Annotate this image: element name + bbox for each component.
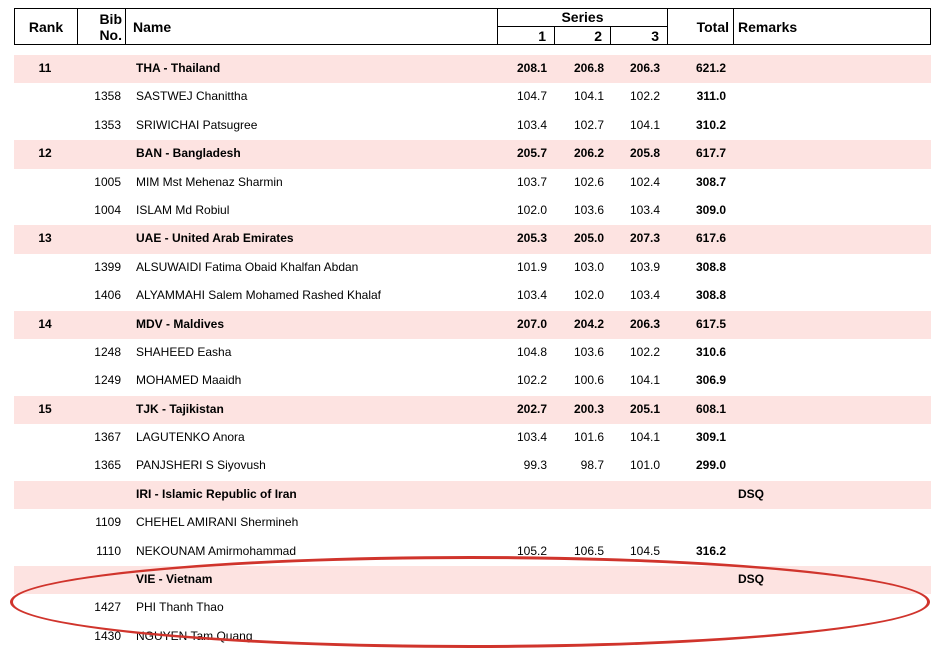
series-1-cell: 102.0 <box>516 202 547 217</box>
total-cell: 309.0 <box>695 202 726 217</box>
name-cell: PANJSHERI S Siyovush <box>136 458 266 473</box>
name-cell: ALSUWAIDI Fatima Obaid Khalfan Abdan <box>136 259 359 274</box>
bib-cell: 1399 <box>94 259 121 274</box>
athlete-row <box>14 367 931 395</box>
series-2-cell: 104.1 <box>573 89 604 104</box>
athlete-row <box>14 538 931 566</box>
series-2-cell: 206.8 <box>573 61 604 75</box>
total-cell: 306.9 <box>695 373 726 388</box>
team-row <box>14 311 931 339</box>
series-3-cell: 103.4 <box>629 202 660 217</box>
series-3-cell: 101.0 <box>629 458 660 473</box>
series-2-cell: 98.7 <box>580 458 604 473</box>
series-1-cell: 202.7 <box>516 401 547 416</box>
table-header <box>14 8 931 45</box>
rank-cell: 11 <box>38 61 52 75</box>
team-row <box>14 396 931 424</box>
total-cell: 617.6 <box>695 231 726 246</box>
name-cell: NEKOUNAM Amirmohammad <box>136 543 297 558</box>
series-2-cell: 103.6 <box>573 344 604 359</box>
series-2-cell: 103.0 <box>573 259 604 274</box>
name-cell: UAE - United Arab Emirates <box>136 231 294 246</box>
athlete-row <box>14 623 931 651</box>
series-2-cell: 205.0 <box>573 231 604 246</box>
series-2-cell: 204.2 <box>573 316 604 331</box>
total-cell: 309.1 <box>695 430 726 445</box>
series-1-cell: 207.0 <box>516 316 547 331</box>
name-cell: ALYAMMAHI Salem Mohamed Rashed Khalaf <box>136 288 381 303</box>
total-cell: 310.6 <box>695 344 726 359</box>
bib-cell: 1365 <box>94 458 121 473</box>
name-cell: SHAHEED Easha <box>136 344 232 359</box>
name-cell: THA - Thailand <box>136 61 221 75</box>
team-row <box>14 481 931 509</box>
series-3-cell: 104.1 <box>629 430 660 445</box>
athlete-row <box>14 282 931 310</box>
name-cell: SASTWEJ Chanittha <box>136 89 248 104</box>
bib-cell: 1249 <box>94 373 121 388</box>
bib-cell: 1367 <box>94 430 121 445</box>
total-cell: 308.8 <box>695 288 726 303</box>
series-1-cell: 103.4 <box>516 117 547 132</box>
series-2-cell: 103.6 <box>573 202 604 217</box>
total-cell: 310.2 <box>695 117 726 132</box>
series-1-cell: 103.4 <box>516 430 547 445</box>
header-remarks: Remarks <box>738 19 798 35</box>
header-series-3: 3 <box>651 28 659 44</box>
series-3-cell: 207.3 <box>629 231 660 246</box>
header-divider <box>733 9 734 45</box>
team-row <box>14 566 931 594</box>
bib-cell: 1406 <box>94 288 121 303</box>
series-2-cell: 102.0 <box>573 288 604 303</box>
series-3-cell: 102.4 <box>629 174 660 189</box>
header-total: Total <box>696 19 729 35</box>
athlete-row <box>14 197 931 225</box>
rank-cell: 14 <box>38 316 52 331</box>
header-divider <box>125 9 126 45</box>
bib-cell: 1248 <box>94 344 121 359</box>
series-3-cell: 102.2 <box>629 344 660 359</box>
series-2-cell: 206.2 <box>573 146 604 161</box>
series-3-cell: 103.4 <box>629 288 660 303</box>
total-cell: 617.7 <box>695 146 726 161</box>
name-cell: LAGUTENKO Anora <box>136 430 245 445</box>
team-row <box>14 140 931 168</box>
series-3-cell: 104.5 <box>629 543 660 558</box>
name-cell: IRI - Islamic Republic of Iran <box>136 486 297 501</box>
series-3-cell: 104.1 <box>629 373 660 388</box>
bib-cell: 1427 <box>94 600 121 615</box>
total-cell: 311.0 <box>696 89 726 104</box>
series-3-cell: 206.3 <box>629 61 660 75</box>
bib-cell: 1110 <box>96 543 121 558</box>
athlete-row <box>14 594 931 622</box>
series-1-cell: 104.8 <box>516 344 547 359</box>
name-cell: PHI Thanh Thao <box>136 600 224 615</box>
series-1-cell: 103.4 <box>516 288 547 303</box>
name-cell: CHEHEL AMIRANI Shermineh <box>136 515 299 530</box>
header-series-2: 2 <box>594 28 602 44</box>
series-3-cell: 205.8 <box>629 146 660 161</box>
header-series-1: 1 <box>538 28 546 44</box>
team-row <box>14 55 931 83</box>
series-1-cell: 205.3 <box>516 231 547 246</box>
series-1-cell: 103.7 <box>516 174 547 189</box>
athlete-row <box>14 83 931 111</box>
bib-cell: 1353 <box>94 117 121 132</box>
athlete-row <box>14 509 931 537</box>
name-cell: MDV - Maldives <box>136 316 225 331</box>
series-1-cell: 105.2 <box>516 543 547 558</box>
bib-cell: 1358 <box>94 89 121 104</box>
header-rank: Rank <box>28 19 64 35</box>
rank-cell: 13 <box>38 231 52 246</box>
series-3-cell: 104.1 <box>629 117 660 132</box>
bib-cell: 1004 <box>94 202 121 217</box>
results-table <box>14 55 931 651</box>
series-1-cell: 101.9 <box>516 259 547 274</box>
remarks-cell: DSQ <box>738 486 765 501</box>
athlete-row <box>14 254 931 282</box>
rank-cell: 15 <box>38 401 52 416</box>
header-name: Name <box>133 19 172 35</box>
bib-cell: 1430 <box>94 628 121 643</box>
series-2-cell: 100.6 <box>573 373 604 388</box>
total-cell: 299.0 <box>695 458 726 473</box>
name-cell: VIE - Vietnam <box>136 572 213 587</box>
athlete-row <box>14 169 931 197</box>
header-series: Series <box>561 9 604 25</box>
series-1-cell: 104.7 <box>516 89 547 104</box>
series-2-cell: 101.6 <box>573 430 604 445</box>
athlete-row <box>14 339 931 367</box>
name-cell: ISLAM Md Robiul <box>136 202 230 217</box>
series-2-cell: 106.5 <box>573 543 604 558</box>
series-1-cell: 208.1 <box>516 61 547 75</box>
series-3-cell: 103.9 <box>629 259 660 274</box>
series-3-cell: 102.2 <box>629 89 660 104</box>
series-1-cell: 99.3 <box>523 458 547 473</box>
team-row <box>14 225 931 253</box>
bib-cell: 1109 <box>95 515 121 530</box>
series-3-cell: 206.3 <box>629 316 660 331</box>
remarks-cell: DSQ <box>738 572 765 587</box>
name-cell: TJK - Tajikistan <box>136 401 224 416</box>
total-cell: 316.2 <box>695 543 726 558</box>
header-bib <box>78 9 125 45</box>
athlete-row <box>14 452 931 480</box>
athlete-row <box>14 112 931 140</box>
name-cell: SRIWICHAI Patsugree <box>136 117 258 132</box>
series-2-cell: 200.3 <box>573 401 604 416</box>
total-cell: 308.7 <box>695 174 726 189</box>
series-1-cell: 205.7 <box>516 146 547 161</box>
series-2-cell: 102.6 <box>573 174 604 189</box>
series-3-cell: 205.1 <box>629 401 660 416</box>
header-bib-line2: No. <box>99 27 122 43</box>
series-1-cell: 102.2 <box>516 373 547 388</box>
total-cell: 308.8 <box>695 259 726 274</box>
name-cell: BAN - Bangladesh <box>136 146 241 161</box>
total-cell: 621.2 <box>695 61 726 75</box>
bib-cell: 1005 <box>94 174 121 189</box>
header-bib-line1: Bib <box>99 11 122 27</box>
athlete-row <box>14 424 931 452</box>
name-cell: MIM Mst Mehenaz Sharmin <box>136 174 283 189</box>
series-2-cell: 102.7 <box>573 117 604 132</box>
rank-cell: 12 <box>38 146 52 161</box>
name-cell: MOHAMED Maaidh <box>136 373 242 388</box>
name-cell: NGUYEN Tam Quang <box>136 628 253 643</box>
total-cell: 617.5 <box>695 316 726 331</box>
total-cell: 608.1 <box>695 401 726 416</box>
